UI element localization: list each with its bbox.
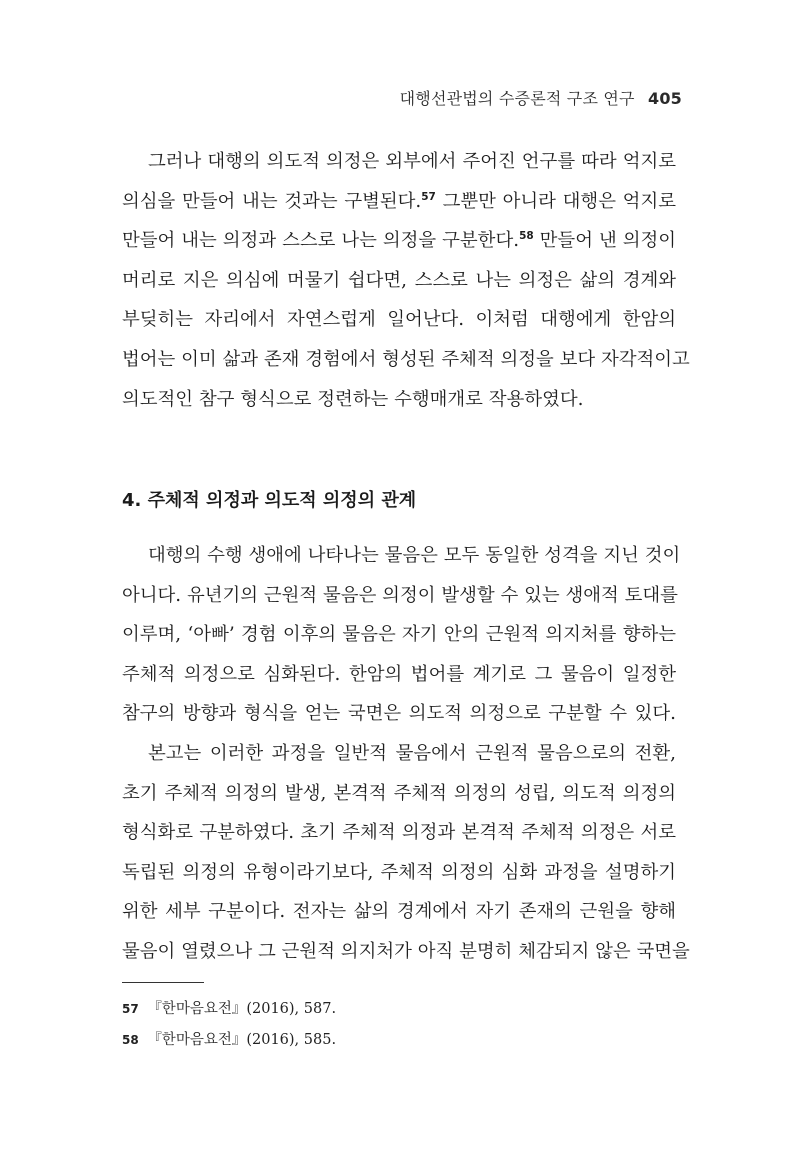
paragraph-line: 본고는 이러한 과정을 일반적 물음에서 근원적 물음으로의 전환, bbox=[148, 743, 676, 764]
paragraph-1 bbox=[122, 142, 690, 419]
paragraph-line: 그러나 대행의 의도적 의정은 외부에서 주어진 언구를 따라 억지로 bbox=[148, 151, 676, 172]
paragraph-line: 대행의 수행 생애에 나타나는 물음은 모두 동일한 성격을 지닌 것이 bbox=[148, 545, 681, 566]
paragraph-line: 물음이 열렸으나 그 근원적 의지처가 아직 분명히 체감되지 않은 국면을 bbox=[122, 940, 690, 962]
paragraph-line: 의도적인 참구 형식으로 정련하는 수행매개로 작용하였다. bbox=[122, 388, 584, 410]
footnote-divider bbox=[122, 982, 204, 983]
footnote-text: 『한마음요전』(2016), 585. bbox=[147, 1032, 337, 1048]
footnote-number: 57 bbox=[122, 1002, 139, 1016]
text-run: 만들어 내는 의정과 스스로 나는 의정을 구분한다. bbox=[122, 230, 520, 252]
paragraph-line: 위한 세부 구분이다. 전자는 삶의 경계에서 자기 존재의 근원을 향해 bbox=[122, 901, 676, 923]
paragraph-3 bbox=[122, 734, 690, 972]
paragraph-line bbox=[122, 221, 676, 261]
paragraph-line: 형식화로 구분하였다. 초기 주체적 의정과 본격적 주체적 의정은 서로 bbox=[122, 822, 676, 844]
running-header bbox=[400, 86, 682, 109]
footnote-ref-57[interactable]: 57 bbox=[421, 190, 436, 203]
paragraph-line: 참구의 방향과 형식을 얻는 국면은 의도적 의정으로 구분할 수 있다. bbox=[122, 703, 676, 725]
paragraph-line: 독립된 의정의 유형이라기보다, 주체적 의정의 심화 과정을 설명하기 bbox=[122, 861, 676, 883]
paragraph-line: 이루며, ‘아빠’ 경험 이후의 물음은 자기 안의 근원적 의지처를 향하는 bbox=[122, 624, 676, 646]
text-run: 그뿐만 아니라 대행은 억지로 bbox=[435, 190, 676, 212]
text-run: 만들어 낸 의정이 bbox=[533, 230, 676, 252]
footnote-57 bbox=[122, 997, 336, 1018]
paragraph-line: 주체적 의정으로 심화된다. 한암의 법어를 계기로 그 물음이 일정한 bbox=[122, 663, 676, 685]
paragraph-line: 부딪히는 자리에서 자연스럽게 일어난다. 이처럼 대행에게 한암의 bbox=[122, 309, 676, 331]
paragraph-2 bbox=[122, 536, 681, 734]
footnote-number: 58 bbox=[122, 1033, 139, 1047]
paragraph-line bbox=[122, 182, 676, 222]
paragraph-line: 머리로 지은 의심에 머물기 쉽다면, 스스로 나는 의정은 삶의 경계와 bbox=[122, 269, 676, 291]
running-header-title: 대행선관법의 수증론적 구조 연구 bbox=[399, 89, 635, 108]
section-heading: 4. 주체적 의정과 의도적 의정의 관계 bbox=[122, 490, 417, 511]
text-run: 의심을 만들어 내는 것과는 구별된다. bbox=[122, 190, 422, 212]
footnote-text: 『한마음요전』(2016), 587. bbox=[147, 1001, 337, 1017]
footnote-ref-58[interactable]: 58 bbox=[519, 230, 534, 243]
footnote-58 bbox=[122, 1028, 336, 1049]
paragraph-line: 초기 주체적 의정의 발생, 본격적 주체적 의정의 성립, 의도적 의정의 bbox=[122, 782, 676, 804]
paragraph-line: 법어는 이미 삶과 존재 경험에서 형성된 주체적 의정을 보다 자각적이고 bbox=[122, 348, 690, 370]
page-number: 405 bbox=[648, 89, 682, 108]
paragraph-line: 아니다. 유년기의 근원적 물음은 의정이 발생할 수 있는 생애적 토대를 bbox=[122, 584, 678, 606]
